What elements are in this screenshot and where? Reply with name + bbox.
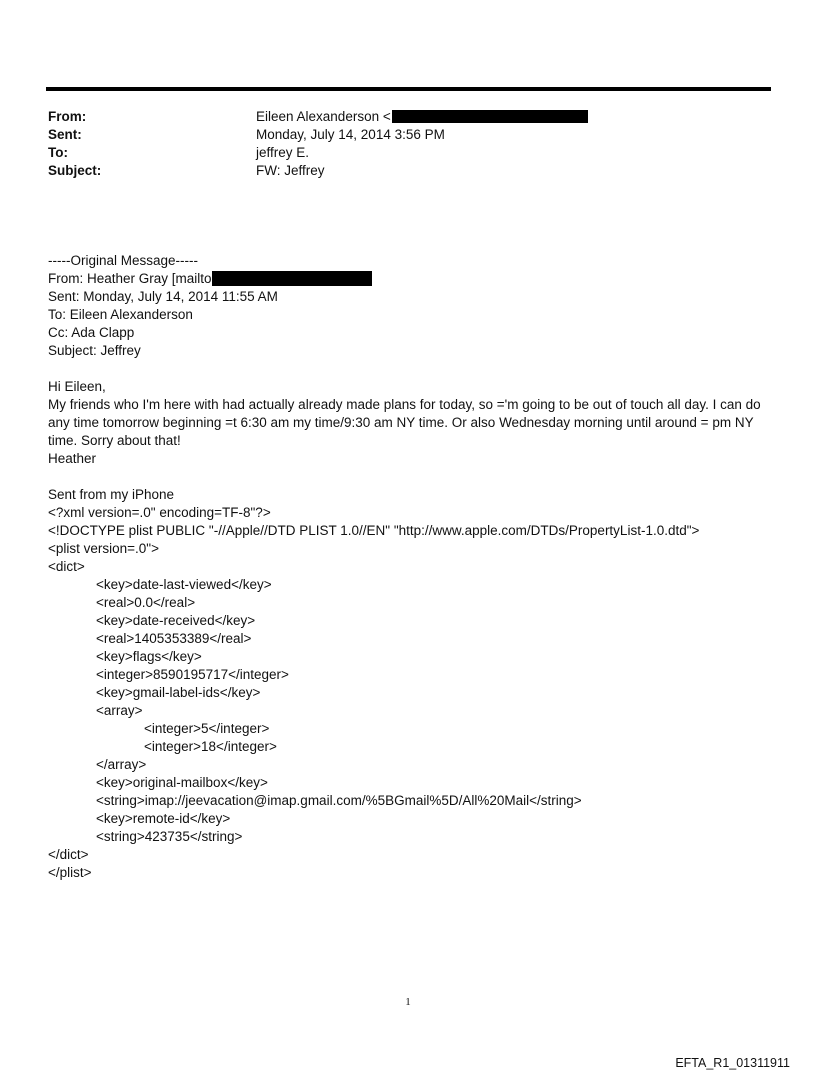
plist-line: <key>gmail-label-ids</key> — [96, 685, 261, 700]
plist-line: <key>date-last-viewed</key> — [96, 577, 272, 592]
plist-line: <!DOCTYPE plist PUBLIC "-//Apple//DTD PLIST 1.0//EN" "http://www.apple.com/DTDs/PropertyList-1.0.dtd"> — [48, 523, 700, 538]
plist-line: <key>remote-id</key> — [96, 811, 231, 826]
sent-from-line: Sent from my iPhone — [48, 487, 175, 502]
original-subject-line: Subject: Jeffrey — [48, 343, 141, 358]
plist-line: </array> — [96, 757, 147, 772]
plist-line: <integer>8590195717</integer> — [96, 667, 289, 682]
original-from-line — [48, 270, 773, 288]
plist-line: <key>original-mailbox</key> — [96, 775, 268, 790]
plist-line: <key>flags</key> — [96, 649, 202, 664]
original-from-text: From: Heather Gray [mailto — [48, 271, 212, 286]
from-name: Eileen Alexanderson < — [256, 109, 391, 124]
plist-line: </dict> — [48, 847, 89, 862]
plist-line: <real>0.0</real> — [96, 595, 196, 610]
plist-line: <dict> — [48, 559, 85, 574]
original-sent-line: Sent: Monday, July 14, 2014 11:55 AM — [48, 289, 278, 304]
plist-line: <real>1405353389</real> — [96, 631, 252, 646]
plist-line: <string>423735</string> — [96, 829, 243, 844]
page-number: 1 — [405, 996, 411, 1008]
plist-line: <key>date-received</key> — [96, 613, 256, 628]
to-value: jeffrey E. — [256, 145, 310, 160]
original-message-separator: -----Original Message----- — [48, 253, 199, 268]
to-label: To: — [48, 145, 68, 160]
header-rule — [46, 87, 771, 91]
subject-label: Subject: — [48, 163, 102, 178]
message-paragraph: My friends who I'm here with had actually already made plans for today, so ='m going to be out of touch all day. I can do any time tomorrow beginning =t 6:30 am my time/9:30 am NY time. Or also Wednesday morning until around = pm NY time. Sorry about that! — [48, 397, 761, 448]
plist-line: <array> — [96, 703, 143, 718]
plist-line: <integer>18</integer> — [144, 739, 277, 754]
plist-line: <plist version=.0"> — [48, 541, 159, 556]
signature: Heather — [48, 451, 97, 466]
plist-line: </plist> — [48, 865, 92, 880]
sent-value: Monday, July 14, 2014 3:56 PM — [256, 127, 445, 142]
plist-line: <integer>5</integer> — [144, 721, 270, 736]
redaction-bar — [392, 110, 588, 123]
spacer — [48, 468, 773, 486]
document-id: EFTA_R1_01311911 — [675, 1056, 790, 1070]
redaction-bar — [212, 271, 372, 286]
spacer — [48, 360, 773, 378]
email-body — [48, 252, 773, 882]
from-value — [256, 108, 588, 126]
sent-label: Sent: — [48, 127, 82, 142]
plist-line: <?xml version=.0" encoding=TF-8"?> — [48, 505, 271, 520]
plist-line: <string>imap://jeevacation@imap.gmail.com/%5BGmail%5D/All%20Mail</string> — [96, 793, 582, 808]
original-to-line: To: Eileen Alexanderson — [48, 307, 193, 322]
original-cc-line: Cc: Ada Clapp — [48, 325, 135, 340]
greeting: Hi Eileen, — [48, 379, 106, 394]
from-label: From: — [48, 109, 87, 124]
subject-value: FW: Jeffrey — [256, 163, 325, 178]
